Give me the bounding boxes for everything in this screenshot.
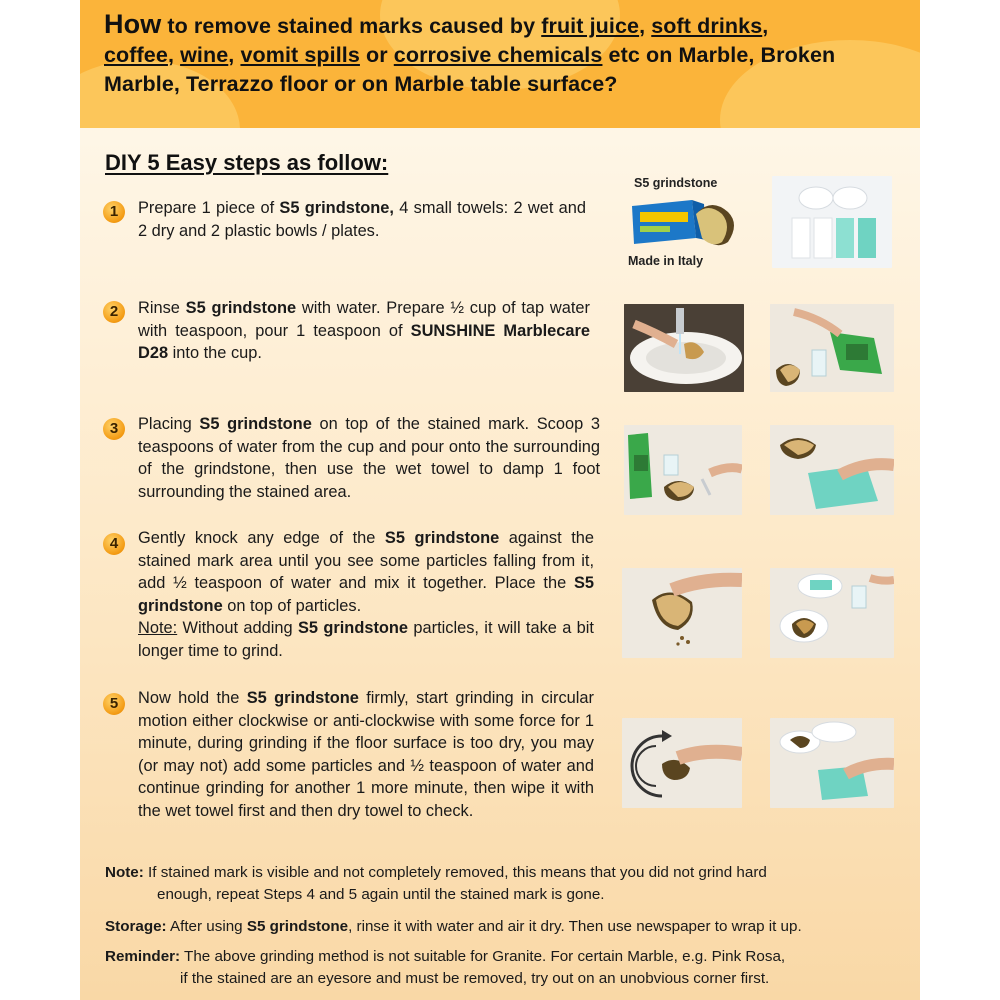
step-2-text: Rinse S5 grindstone with water. Prepare ½ cup of tap water with teaspoon, pour 1 teaspoon of SUNSHINE Marblecare D28 into the cup. xyxy=(138,299,590,363)
damp-towel-icon xyxy=(770,425,894,515)
step-4-text: Gently knock any edge of the S5 grindstone against the stained mark area until you see some particles falling from it, add ½ teaspoon of water and mix it together. Place the S5 grindstone on top of particles. Note: Without adding S5 grindstone particles, it will take a bit longer time to grind. xyxy=(138,529,594,660)
step-4-note-label: Note: xyxy=(138,619,178,638)
title-wine: wine xyxy=(180,43,229,67)
bowls-towels-photo xyxy=(772,176,892,268)
damp-towel-photo xyxy=(770,425,894,515)
knock-edge-icon xyxy=(622,568,742,658)
title-coffee: coffee xyxy=(104,43,168,67)
title-vomit-spills: vomit spills xyxy=(240,43,360,67)
wiping-photo xyxy=(770,718,894,808)
section-title: DIY 5 Easy steps as follow: xyxy=(105,150,389,175)
step-2-badge: 2 xyxy=(103,301,125,323)
title-fruit-juice: fruit juice xyxy=(541,14,640,38)
wipe-towel-icon xyxy=(770,718,894,808)
particles-mix-icon xyxy=(770,568,894,658)
header-banner xyxy=(80,0,920,128)
step-4-badge: 4 xyxy=(103,533,125,555)
circular-grind-icon xyxy=(622,718,742,808)
title-word-how: How xyxy=(104,9,162,39)
knocking-photo xyxy=(622,568,742,658)
product-photo xyxy=(616,176,758,272)
pour-cleaner-icon xyxy=(770,304,894,392)
step-1-text: Prepare 1 piece of S5 grindstone, 4 small towels: 2 wet and 2 dry and 2 plastic bowls / plates. xyxy=(138,199,587,240)
instruction-poster xyxy=(80,0,920,1000)
footer-reminder: Reminder: The above grinding method is not suitable for Granite. For certain Marble, e.g. Pink Rosa, if the stained are an eyesore and must be removed, try out on an unobvious corner first. xyxy=(105,948,786,987)
title-corrosive-chemicals: corrosive chemicals xyxy=(393,43,603,67)
pouring-photo xyxy=(770,304,894,392)
footer-storage: Storage: After using S5 grindstone, rinse it with water and air it dry. Then use newspaper to wrap it up. xyxy=(105,918,802,935)
footer-note: Note: If stained mark is visible and not completely removed, this means that you did not grind hard enough, repeat Steps 4 and 5 again until the stained mark is gone. xyxy=(105,864,767,903)
step-3-text: Placing S5 grindstone on top of the stained mark. Scoop 3 teaspoons of water from the cup and pour onto the surrounding of the grindstone, then use the wet towel to damp 1 foot surrounding the stained area. xyxy=(138,415,600,501)
rinsing-photo xyxy=(624,304,744,392)
product-label-top: S5 grindstone xyxy=(634,176,718,190)
step-1-badge: 1 xyxy=(103,201,125,223)
step-5-text: Now hold the S5 grindstone firmly, start grinding in circular motion either clockwise or anti-clockwise with some force for 1 minute, during grinding if the floor surface is too dry, you may (or may not) add some particles and ½ teaspoon of water and continue grinding for another 1 more minute, then wipe it with the wet towel first and then dry towel to check. xyxy=(138,689,595,820)
particles-photo xyxy=(770,568,894,658)
grinding-photo xyxy=(622,718,742,808)
title-soft-drinks: soft drinks xyxy=(651,14,763,38)
place-grindstone-icon xyxy=(624,425,742,515)
sink-rinse-icon xyxy=(624,304,744,392)
step-3-badge: 3 xyxy=(103,418,125,440)
product-label-bottom: Made in Italy xyxy=(628,254,704,268)
step-5-badge: 5 xyxy=(103,693,125,715)
page-title: How to remove stained marks caused by fruit juice, soft drinks, coffee, wine, vomit spills or corrosive chemicals etc on Marble, Broken Marble, Terrazzo floor or on Marble table surface? xyxy=(104,9,836,96)
placing-photo xyxy=(624,425,742,515)
bowls-towels-icon xyxy=(772,176,892,268)
